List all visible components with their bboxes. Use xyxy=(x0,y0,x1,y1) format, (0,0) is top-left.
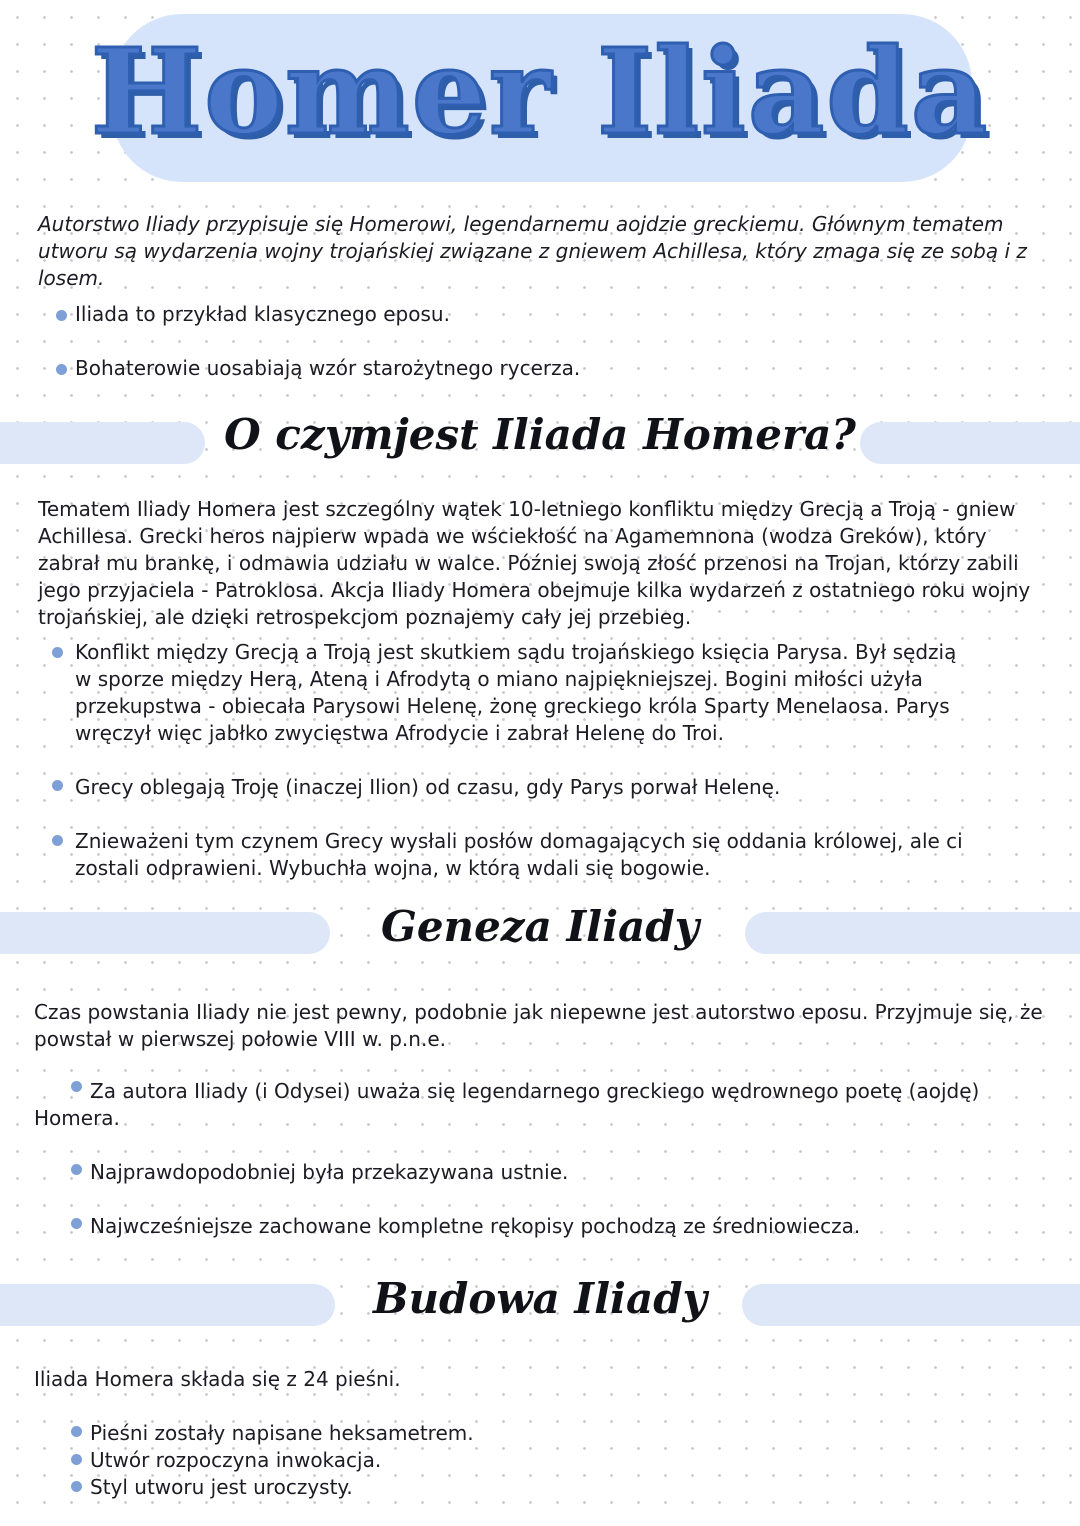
section3-bullet-2: Utwór rozpoczyna inwokacja. xyxy=(90,1448,382,1472)
section2-paragraph: Czas powstania Iliady nie jest pewny, podobnie jak niepewne jest autorstwo eposu. Przyjmuje się, że powstał w pierwszej połowie VIII w. p.n.e. xyxy=(34,1000,1043,1051)
intro-bullet-1: Iliada to przykład klasycznego eposu. xyxy=(75,302,450,326)
section1-paragraph: Tematem Iliady Homera jest szczególny wątek 10-letniego konfliktu między Grecją a Troją - gniew Achillesa. Grecki heros najpierw wpada we wściekłość na Agamemnona (wodza Greków), który zabrał mu brankę, i odmawia udziału w walce. Później swoją złość przenosi na Trojan, którzy zabili jego przyjaciela - Patroklosa. Akcja Iliady Homera obejmuje kilka wydarzeń z ostatniego roku wojny trojańskiej, ale dzięki retrospekcjom poznajemy cały jej przebieg. xyxy=(38,497,1031,629)
bullet-dot xyxy=(71,1164,82,1175)
section-heading-geneza: Geneza Iliady xyxy=(380,902,700,951)
section2-bullet-3: Najwcześniejsze zachowane kompletne rękopisy pochodzą ze średniowiecza. xyxy=(90,1214,861,1238)
section-heading-o-czym: O czymjest Iliada Homera? xyxy=(224,410,856,459)
section3-bullet-3: Styl utworu jest uroczysty. xyxy=(90,1475,353,1499)
intro-paragraph: Autorstwo Iliady przypisuje się Homerowi, legendarnemu aojdzie greckiemu. Głównym tematem utworu są wydarzenia wojny trojańskiej związane z gniewem Achillesa, który zmaga się ze sobą i z losem. xyxy=(38,212,1027,290)
section1-bullet-2: Grecy oblegają Troję (inaczej Ilion) od czasu, gdy Parys porwał Helenę. xyxy=(75,775,781,799)
page-title xyxy=(0,22,1080,161)
bullet-dot xyxy=(52,780,63,791)
section1-bullet-1: Konflikt między Grecją a Troją jest skutkiem sądu trojańskiego księcia Parysa. Był sędzią w sporze między Herą, Ateną i Afrodytą o miano najpiękniejszej. Bogini miłości użyła przekupstwa - obiecała Parysowi Helenę, żonę greckiego króla Sparty Menelaosa. Parys wręczył więc jabłko zwycięstwa Afrodycie i zabrał Helenę do Troi. xyxy=(75,640,957,745)
bullet-dot xyxy=(71,1426,82,1437)
bullet-dot xyxy=(71,1454,82,1465)
bullet-dot xyxy=(56,364,67,375)
section2-bullet-2: Najprawdopodobniej była przekazywana ustnie. xyxy=(90,1160,569,1184)
section1-bullet-3: Znieważeni tym czynem Grecy wysłali posłów domagających się oddania królowej, ale ci zostali odprawieni. Wybuchła wojna, w którą wdali się bogowie. xyxy=(75,829,963,880)
bullet-dot xyxy=(56,310,67,321)
section-heading-budowa: Budowa Iliady xyxy=(373,1274,707,1323)
section3-paragraph: Iliada Homera składa się z 24 pieśni. xyxy=(34,1367,401,1391)
bullet-dot xyxy=(71,1481,82,1492)
title-word-homer: Homer xyxy=(90,22,553,161)
intro-bullet-2: Bohaterowie uosabiają wzór starożytnego rycerza. xyxy=(75,356,581,380)
section2-bullet-1: Za autora Iliady (i Odysei) uważa się legendarnego greckiego wędrownego poetę (aojdę) Homera. xyxy=(34,1079,980,1130)
title-word-iliada: Iliada xyxy=(597,22,990,161)
bullet-dot xyxy=(71,1218,82,1229)
title-banner xyxy=(0,0,1080,200)
section3-bullet-1: Pieśni zostały napisane heksametrem. xyxy=(90,1421,474,1445)
bullet-dot xyxy=(52,835,63,846)
bullet-dot xyxy=(52,647,63,658)
